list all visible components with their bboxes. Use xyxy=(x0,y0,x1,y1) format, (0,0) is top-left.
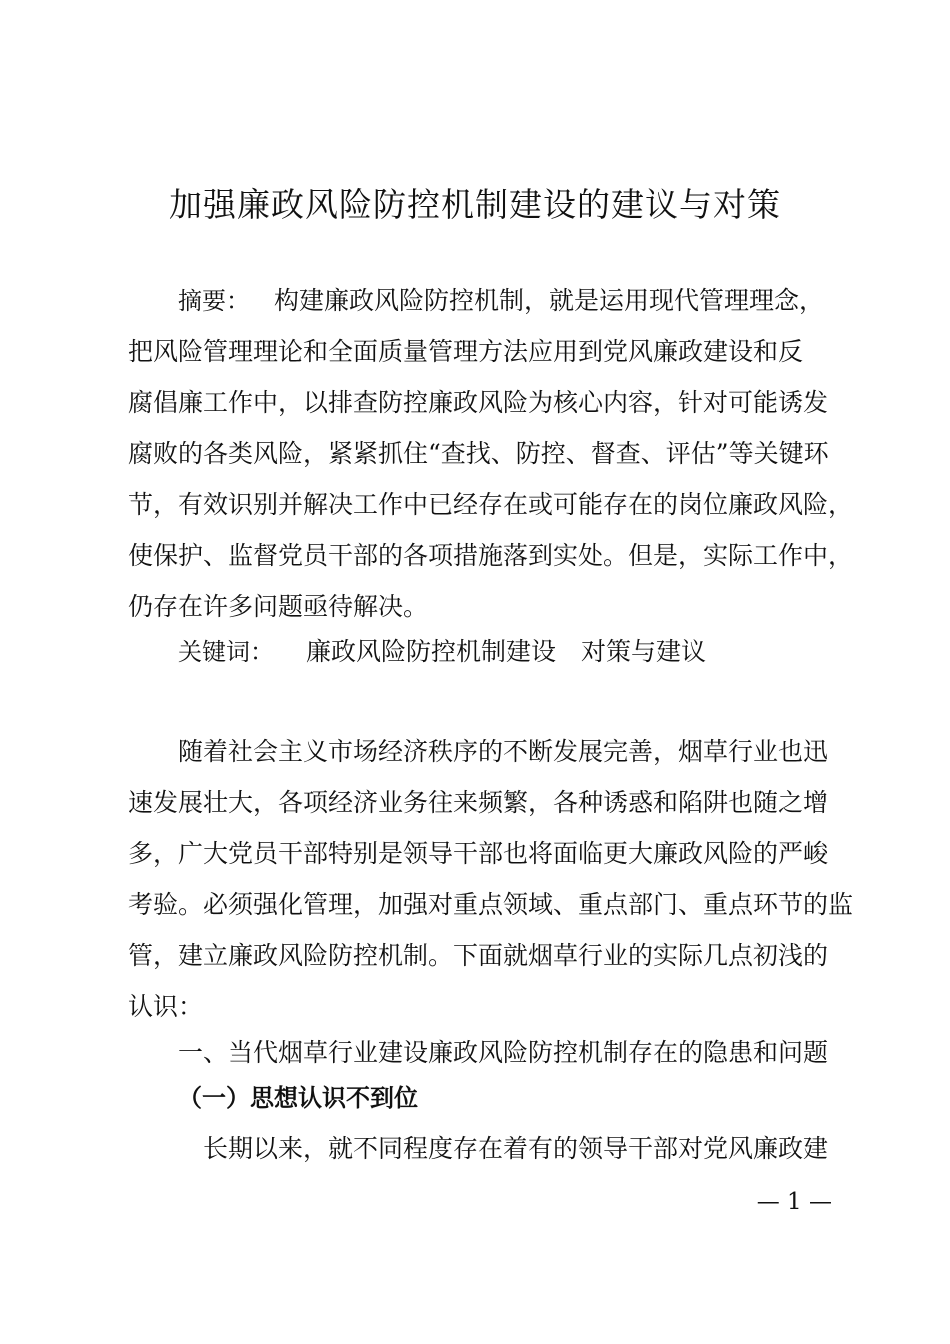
intro-line-1: 随着社会主义市场经济秩序的不断发展完善，烟草行业也迅 xyxy=(178,737,829,766)
intro-line-2: 速发展壮大，各项经济业务往来频繁，各种诱惑和陷阱也随之增 xyxy=(128,788,829,817)
abstract-label: 摘要： xyxy=(178,287,250,315)
abstract-line-6: 使保护、监督党员干部的各项措施落到实处。但是，实际工作中， xyxy=(128,541,854,570)
keyword-2: 对策与建议 xyxy=(581,637,707,666)
keywords-line xyxy=(178,632,706,672)
abstract-line-1: 构建廉政风险防控机制，就是运用现代管理理念， xyxy=(274,286,825,315)
abstract-line-3: 腐倡廉工作中，以排查防控廉政风险为核心内容，针对可能诱发 xyxy=(128,388,829,417)
page-number: — 1 — xyxy=(756,1189,832,1215)
intro-line-6: 认识： xyxy=(128,992,204,1021)
abstract-line-2: 把风险管理理论和全面质量管理方法应用到党风廉政建设和反 xyxy=(128,337,804,366)
intro-line-3: 多，广大党员干部特别是领导干部也将面临更大廉政风险的严峻 xyxy=(128,839,829,868)
subsection-heading: （一）思想认识不到位 xyxy=(178,1084,418,1112)
intro-line-5: 管，建立廉政风险防控机制。下面就烟草行业的实际几点初浅的 xyxy=(128,941,829,970)
document-title: 加强廉政风险防控机制建设的建议与对策 xyxy=(169,185,781,224)
body-line: 长期以来，就不同程度存在着有的领导干部对党风廉政建 xyxy=(203,1134,829,1163)
abstract-line-4: 腐败的各类风险，紧紧抓住“查找、防控、督查、评估”等关键环 xyxy=(128,439,829,468)
abstract-line-5: 节，有效识别并解决工作中已经存在或可能存在的岗位廉政风险， xyxy=(128,490,854,519)
intro-line-4: 考验。必须强化管理，加强对重点领域、重点部门、重点环节的监 xyxy=(128,890,854,919)
keywords-label: 关键词： xyxy=(178,638,274,666)
keyword-1: 廉政风险防控机制建设 xyxy=(306,637,557,666)
abstract-first-line xyxy=(178,281,824,321)
abstract-line-7: 仍存在许多问题亟待解决。 xyxy=(128,592,429,621)
section-heading: 一、当代烟草行业建设廉政风险防控机制存在的隐患和问题 xyxy=(178,1038,829,1067)
